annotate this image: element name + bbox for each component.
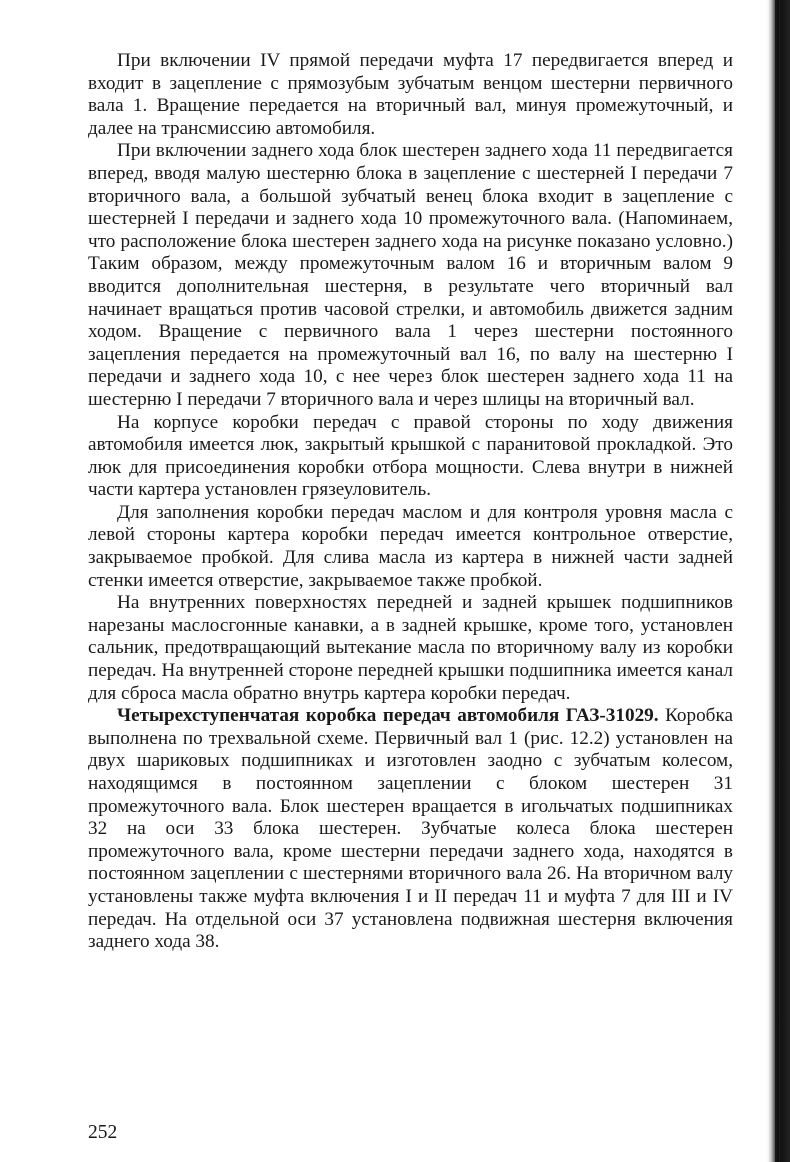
- section-text: Коробка выполнена по трехвальной схеме. Первичный вал 1 (рис. 12.2) установлен на двух шариковых подшипниках и изготовлен заодно с зубчатым колесом, находящимся в постоянном зацеплении с блоком шестерен 31 промежуточного вала. Блок шестерен вращается в игольчатых подшипниках 32 на оси 33 блока шестерен. Зубчатые колеса блока шестерен промежуточного вала, кроме шестерни передачи заднего хода, находятся в постоянном зацеплении с шестернями вторичного вала 26. На вторичном валу установлены также муфта включения I и II передач 11 и муфта 7 для III и IV передач. На отдельной оси 37 установлена подвижная шестерня включения заднего хода 38.: [88, 705, 733, 953]
- paragraph-hatch: На корпусе коробки передач с правой стороны по ходу движения автомобиля имеется люк, закрытый крышкой с паранитовой прокладкой. Это люк для присоединения коробки отбора мощности. Слева внутри в нижней части картера установлен грязеуловитель.: [88, 411, 733, 501]
- section-heading: Четырехступенчатая коробка передач автомобиля ГАЗ-31029.: [117, 705, 659, 727]
- page-body: [88, 50, 733, 954]
- page-number: 252: [88, 1122, 118, 1143]
- paragraph-bearing-covers: На внутренних поверхностях передней и задней крышек подшипников нарезаны маслосгонные канавки, а в задней крышке, кроме того, установлен сальник, предотвращающий вытекание масла по вторичному валу из коробки передач. На внутренней стороне передней крышки подшипника имеется канал для сброса масла обратно внутрь картера коробки передач.: [88, 592, 733, 704]
- scanned-binding-edge: [760, 0, 790, 1162]
- text-block: [88, 50, 733, 954]
- paragraph-gaz-gearbox: [88, 705, 733, 954]
- paragraph-fourth-gear: При включении IV прямой передачи муфта 17 передвигается вперед и входит в зацепление с прямозубым зубчатым венцом шестерни первичного вала 1. Вращение передается на вторичный вал, минуя промежуточный, и далее на трансмиссию автомобиля.: [88, 50, 733, 139]
- paragraph-reverse-gear: При включении заднего хода блок шестерен заднего хода 11 передвигается вперед, вводя малую шестерню блока в зацепление с шестерней I передачи 7 вторичного вала, а большой зубчатый венец блока входит в зацепление с шестерней I передачи и заднего хода 10 промежуточного вала. (Напоминаем, что расположение блока шестерен заднего хода на рисунке показано условно.) Таким образом, между промежуточным валом 16 и вторичным валом 9 вводится дополнительная шестерня, в результате чего вторичный вал начинает вращаться против часовой стрелки, и автомобиль движется задним ходом. Вращение с первичного вала 1 через шестерни постоянного зацепления передается на промежуточный вал 16, по валу на шестерню I передачи и заднего хода 10, с нее через блок шестерен заднего хода 11 на шестерню I передачи 7 вторичного вала и через шлицы на вторичный вал.: [88, 140, 733, 410]
- paragraph-oil-fill: Для заполнения коробки передач маслом и для контроля уровня масла с левой стороны картера коробки передач имеется контрольное отверстие, закрываемое пробкой. Для слива масла из картера в нижней части задней стенки имеется отверстие, закрываемое также пробкой.: [88, 501, 733, 591]
